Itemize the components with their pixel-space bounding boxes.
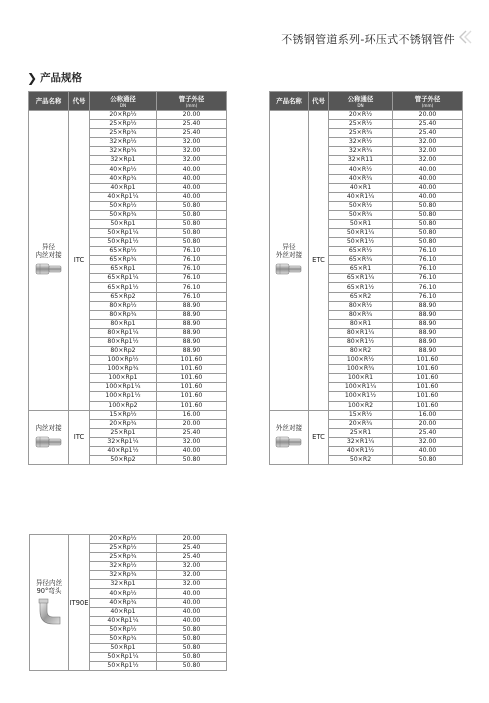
dn-cell: 50×R½	[329, 201, 393, 210]
dn-cell: 25×Rp¾	[90, 129, 157, 138]
od-cell: 40.00	[157, 192, 227, 201]
od-cell: 101.60	[393, 383, 463, 392]
header-od-sub: (mm)	[185, 102, 198, 108]
dn-cell: 32×Rp½	[90, 138, 157, 147]
dn-cell: 80×R¾	[329, 310, 393, 319]
section-heading	[27, 70, 82, 85]
dn-cell: 25×R1	[329, 428, 393, 437]
od-cell: 76.10	[157, 256, 227, 265]
dn-cell: 25×Rp¾	[90, 553, 157, 562]
product-name-cell	[29, 410, 69, 464]
dn-cell: 40×Rp1½	[90, 446, 157, 455]
dn-cell: 40×Rp1	[90, 607, 157, 616]
od-cell: 101.60	[157, 365, 227, 374]
pipe-fitting-icon	[34, 261, 64, 277]
od-cell: 88.90	[393, 347, 463, 356]
od-cell: 76.10	[393, 274, 463, 283]
dn-cell: 40×Rp1¼	[90, 616, 157, 625]
od-cell: 50.80	[157, 634, 227, 643]
od-cell: 88.90	[157, 347, 227, 356]
dn-cell: 50×R2	[329, 455, 393, 464]
od-cell: 50.80	[393, 210, 463, 219]
dn-cell: 32×Rp¾	[90, 147, 157, 156]
dn-cell: 32×Rp1¼	[90, 437, 157, 446]
dn-cell: 100×R1¼	[329, 383, 393, 392]
od-cell: 50.80	[157, 219, 227, 228]
dn-cell: 20×Rp½	[90, 111, 157, 120]
dn-cell: 40×R¾	[329, 174, 393, 183]
od-cell: 25.40	[157, 544, 227, 553]
od-cell: 76.10	[157, 265, 227, 274]
header-od-label: 管子外径	[178, 94, 205, 103]
dn-cell: 65×Rp1	[90, 265, 157, 274]
dn-cell: 65×R1½	[329, 283, 393, 292]
dn-cell: 40×R1¼	[329, 192, 393, 201]
header-name: 产品名称	[270, 92, 309, 111]
header-od	[157, 92, 227, 111]
od-cell: 101.60	[393, 356, 463, 365]
od-cell: 40.00	[157, 607, 227, 616]
dn-cell: 40×Rp1¼	[90, 192, 157, 201]
od-cell: 32.00	[393, 138, 463, 147]
od-cell: 25.40	[393, 129, 463, 138]
od-cell: 76.10	[157, 283, 227, 292]
table-header-row	[29, 92, 227, 111]
product-code-cell: ETC	[309, 111, 329, 411]
dn-cell: 65×R½	[329, 247, 393, 256]
product-name-cell	[270, 111, 309, 411]
od-cell: 101.60	[157, 374, 227, 383]
od-cell: 88.90	[393, 337, 463, 346]
header-dn	[329, 92, 393, 111]
dn-cell: 100×R2	[329, 401, 393, 410]
od-cell: 32.00	[157, 138, 227, 147]
od-cell: 20.00	[157, 111, 227, 120]
header-dn-label: 公称通径	[110, 94, 136, 103]
dn-cell: 100×Rp¾	[90, 365, 157, 374]
product-name-cell	[270, 410, 309, 464]
dn-cell: 50×Rp¾	[90, 210, 157, 219]
od-cell: 25.40	[157, 553, 227, 562]
dn-cell: 65×Rp1¼	[90, 274, 157, 283]
chevron-decoration-icon	[457, 29, 473, 45]
od-cell: 76.10	[393, 283, 463, 292]
od-cell: 88.90	[157, 328, 227, 337]
dn-cell: 50×R1½	[329, 238, 393, 247]
pipe-fitting-icon	[34, 434, 64, 450]
od-cell: 50.80	[393, 238, 463, 247]
od-cell: 40.00	[157, 165, 227, 174]
itc-spec-table	[28, 91, 227, 465]
dn-cell: 32×R1¼	[329, 437, 393, 446]
od-cell: 40.00	[393, 174, 463, 183]
dn-cell: 65×Rp½	[90, 247, 157, 256]
od-cell: 50.80	[393, 201, 463, 210]
od-cell: 40.00	[157, 446, 227, 455]
od-cell: 50.80	[157, 210, 227, 219]
od-cell: 25.40	[393, 428, 463, 437]
od-cell: 76.10	[393, 265, 463, 274]
dn-cell: 25×Rp1	[90, 428, 157, 437]
od-cell: 50.80	[157, 238, 227, 247]
od-cell: 20.00	[393, 419, 463, 428]
dn-cell: 65×Rp¾	[90, 256, 157, 265]
od-cell: 88.90	[157, 337, 227, 346]
header-od-label: 管子外径	[414, 94, 441, 103]
dn-cell: 50×Rp1½	[90, 238, 157, 247]
od-cell: 101.60	[393, 374, 463, 383]
od-cell: 32.00	[157, 571, 227, 580]
od-cell: 88.90	[157, 301, 227, 310]
dn-cell: 50×R1	[329, 219, 393, 228]
od-cell: 50.80	[157, 229, 227, 238]
dn-cell: 65×R¾	[329, 256, 393, 265]
dn-cell: 50×Rp1	[90, 643, 157, 652]
dn-cell: 100×R1	[329, 374, 393, 383]
od-cell: 50.80	[393, 219, 463, 228]
dn-cell: 50×Rp1¼	[90, 229, 157, 238]
dn-cell: 32×Rp¾	[90, 571, 157, 580]
od-cell: 40.00	[393, 192, 463, 201]
od-cell: 50.80	[157, 625, 227, 634]
od-cell: 32.00	[157, 147, 227, 156]
dn-cell: 20×R¾	[329, 419, 393, 428]
od-cell: 101.60	[157, 383, 227, 392]
od-cell: 88.90	[157, 310, 227, 319]
dn-cell: 100×Rp1½	[90, 392, 157, 401]
product-name-line1: 异径	[41, 243, 56, 252]
header-dn-label: 公称通径	[347, 94, 374, 103]
od-cell: 25.40	[157, 428, 227, 437]
product-name: 内丝对接	[35, 424, 62, 433]
dn-cell: 50×Rp½	[90, 625, 157, 634]
dn-cell: 32×R½	[329, 138, 393, 147]
header-od-sub: (mm)	[421, 102, 434, 108]
od-cell: 50.80	[157, 201, 227, 210]
dn-cell: 50×Rp1¼	[90, 653, 157, 662]
dn-cell: 40×Rp¾	[90, 174, 157, 183]
dn-cell: 80×Rp1¼	[90, 328, 157, 337]
od-cell: 101.60	[393, 365, 463, 374]
dn-cell: 50×Rp½	[90, 201, 157, 210]
dn-cell: 80×Rp2	[90, 347, 157, 356]
dn-cell: 40×Rp½	[90, 589, 157, 598]
dn-cell: 25×R¾	[329, 129, 393, 138]
dn-cell: 25×R½	[329, 120, 393, 129]
od-cell: 101.60	[157, 392, 227, 401]
od-cell: 101.60	[157, 401, 227, 410]
dn-cell: 65×R1¼	[329, 274, 393, 283]
dn-cell: 32×R¾	[329, 147, 393, 156]
dn-cell: 80×R2	[329, 347, 393, 356]
od-cell: 40.00	[393, 183, 463, 192]
product-name-line2: 外丝对接	[275, 251, 303, 260]
dn-cell: 15×Rp½	[90, 410, 157, 419]
od-cell: 76.10	[157, 274, 227, 283]
header-dn	[90, 92, 157, 111]
dn-cell: 65×Rp2	[90, 292, 157, 301]
product-name-line2: 内丝对接	[35, 251, 62, 260]
chevron-right-icon: ❯	[27, 70, 38, 85]
od-cell: 32.00	[157, 437, 227, 446]
dn-cell: 80×R1½	[329, 337, 393, 346]
od-cell: 88.90	[393, 319, 463, 328]
dn-cell: 100×Rp1	[90, 374, 157, 383]
dn-cell: 50×Rp1½	[90, 662, 157, 671]
pipe-fitting-icon	[274, 261, 304, 277]
od-cell: 16.00	[393, 410, 463, 419]
od-cell: 50.80	[157, 653, 227, 662]
header-code: 代号	[309, 92, 329, 111]
table-header-row	[270, 92, 463, 111]
dn-cell: 15×R½	[329, 410, 393, 419]
product-name: 外丝对接	[275, 424, 303, 433]
dn-cell: 40×R1½	[329, 446, 393, 455]
dn-cell: 40×R½	[329, 165, 393, 174]
dn-cell: 50×Rp1	[90, 219, 157, 228]
od-cell: 40.00	[157, 616, 227, 625]
od-cell: 50.80	[393, 455, 463, 464]
dn-cell: 100×R1½	[329, 392, 393, 401]
od-cell: 88.90	[393, 328, 463, 337]
dn-cell: 100×R½	[329, 356, 393, 365]
table-row	[270, 410, 463, 419]
dn-cell: 50×Rp¾	[90, 634, 157, 643]
od-cell: 25.40	[157, 120, 227, 129]
dn-cell: 65×R1	[329, 265, 393, 274]
od-cell: 20.00	[393, 111, 463, 120]
dn-cell: 40×Rp1	[90, 183, 157, 192]
od-cell: 76.10	[393, 247, 463, 256]
dn-cell: 80×Rp1	[90, 319, 157, 328]
od-cell: 40.00	[157, 174, 227, 183]
product-code-cell: ETC	[309, 410, 329, 464]
od-cell: 50.80	[157, 643, 227, 652]
dn-cell: 80×Rp¾	[90, 310, 157, 319]
dn-cell: 80×Rp1½	[90, 337, 157, 346]
od-cell: 76.10	[157, 247, 227, 256]
dn-cell: 32×Rp1	[90, 156, 157, 165]
od-cell: 50.80	[157, 455, 227, 464]
header-code: 代号	[69, 92, 90, 111]
dn-cell: 100×Rp2	[90, 401, 157, 410]
dn-cell: 40×Rp½	[90, 165, 157, 174]
product-name-cell	[30, 535, 69, 671]
dn-cell: 80×R1	[329, 319, 393, 328]
od-cell: 76.10	[393, 256, 463, 265]
dn-cell: 25×Rp½	[90, 120, 157, 129]
dn-cell: 80×R½	[329, 301, 393, 310]
od-cell: 76.10	[157, 292, 227, 301]
dn-cell: 20×Rp¾	[90, 419, 157, 428]
dn-cell: 65×R2	[329, 292, 393, 301]
dn-cell: 100×Rp½	[90, 356, 157, 365]
product-code-cell: ITC	[69, 111, 90, 411]
od-cell: 40.00	[157, 598, 227, 607]
section-title: 产品规格	[40, 72, 83, 84]
od-cell: 25.40	[157, 129, 227, 138]
product-name-line2: 90°弯头	[36, 586, 62, 595]
od-cell: 32.00	[393, 437, 463, 446]
etc-spec-table	[269, 91, 463, 465]
od-cell: 16.00	[157, 410, 227, 419]
od-cell: 50.80	[393, 229, 463, 238]
od-cell: 20.00	[157, 419, 227, 428]
od-cell: 32.00	[157, 156, 227, 165]
od-cell: 40.00	[393, 446, 463, 455]
page-title: 不锈钢管道系列-环压式不锈钢管件	[281, 33, 455, 46]
od-cell: 20.00	[157, 535, 227, 544]
dn-cell: 40×Rp¾	[90, 598, 157, 607]
dn-cell: 32×Rp1	[90, 580, 157, 589]
dn-cell: 32×Rp½	[90, 562, 157, 571]
od-cell: 88.90	[393, 310, 463, 319]
od-cell: 101.60	[157, 356, 227, 365]
od-cell: 32.00	[157, 580, 227, 589]
od-cell: 88.90	[157, 319, 227, 328]
od-cell: 101.60	[393, 392, 463, 401]
od-cell: 50.80	[157, 662, 227, 671]
product-code-cell: ITC	[69, 410, 90, 464]
od-cell: 76.10	[393, 292, 463, 301]
header-od	[393, 92, 463, 111]
dn-cell: 80×Rp½	[90, 301, 157, 310]
dn-cell: 20×Rp½	[90, 535, 157, 544]
dn-cell: 100×R¾	[329, 365, 393, 374]
table-row	[29, 111, 227, 120]
table-row	[30, 535, 227, 544]
od-cell: 101.60	[393, 401, 463, 410]
od-cell: 32.00	[157, 562, 227, 571]
od-cell: 40.00	[393, 165, 463, 174]
product-name-cell	[29, 111, 69, 411]
od-cell: 88.90	[393, 301, 463, 310]
dn-cell: 100×Rp1¼	[90, 383, 157, 392]
product-code-cell: IT90E	[69, 535, 90, 671]
dn-cell: 32×R11	[329, 156, 393, 165]
od-cell: 40.00	[157, 183, 227, 192]
od-cell: 25.40	[393, 120, 463, 129]
header-dn-sub: DN	[357, 102, 364, 108]
dn-cell: 65×Rp1½	[90, 283, 157, 292]
dn-cell: 50×Rp2	[90, 455, 157, 464]
dn-cell: 50×R1¼	[329, 229, 393, 238]
table-row	[29, 410, 227, 419]
header-name: 产品名称	[29, 92, 69, 111]
od-cell: 40.00	[157, 589, 227, 598]
it90e-spec-table	[29, 534, 227, 671]
product-name-line1: 异径内丝	[35, 578, 63, 587]
dn-cell: 40×R1	[329, 183, 393, 192]
dn-cell: 25×Rp½	[90, 544, 157, 553]
pipe-fitting-icon	[274, 434, 304, 450]
product-name-line1: 异径	[282, 243, 296, 252]
dn-cell: 50×R¾	[329, 210, 393, 219]
table-row	[270, 111, 463, 120]
dn-cell: 20×R½	[329, 111, 393, 120]
od-cell: 32.00	[393, 156, 463, 165]
header-dn-sub: DN	[119, 102, 127, 108]
dn-cell: 80×R1¼	[329, 328, 393, 337]
elbow-fitting-icon	[35, 597, 63, 627]
od-cell: 32.00	[393, 147, 463, 156]
